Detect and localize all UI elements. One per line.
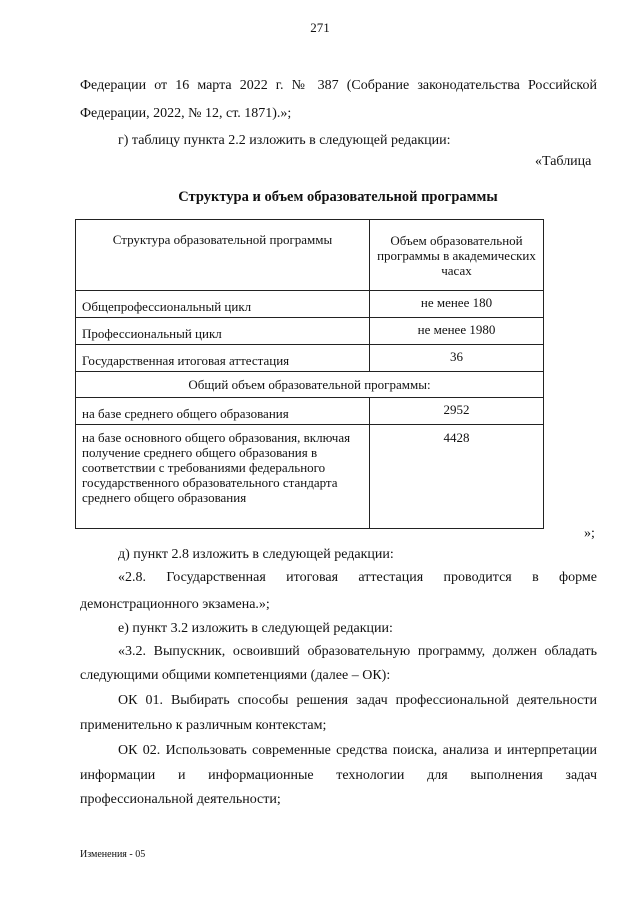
row-label: на базе основного общего образования, включая получение среднего общего образования в соответствии с требованиями федерального государственного образовательного стандарта среднего общего образования	[76, 425, 370, 529]
row-value: 4428	[370, 425, 544, 529]
text-line: профессиональной деятельности;	[80, 792, 281, 807]
text-line: ОК 01. Выбирать способы решения задач профессиональной деятельности	[118, 693, 597, 708]
row-value: не менее 1980	[370, 318, 544, 345]
program-structure-table	[75, 219, 544, 529]
text-line: применительно к различным контекстам;	[80, 718, 327, 733]
text-line: д) пункт 2.8 изложить в следующей редакции:	[118, 547, 394, 562]
header-structure: Структура образовательной программы	[76, 220, 370, 291]
table-closing-quote: »;	[584, 526, 595, 541]
row-value: 2952	[370, 398, 544, 425]
table-row	[76, 425, 544, 529]
table-header-row	[76, 220, 544, 291]
total-label: Общий объем образовательной программы:	[76, 372, 544, 398]
text-line: демонстрационного экзамена.»;	[80, 597, 270, 612]
text-line: е) пункт 3.2 изложить в следующей редакции:	[118, 621, 393, 636]
table-row	[76, 291, 544, 318]
text-line: г) таблицу пункта 2.2 изложить в следующей редакции:	[118, 133, 451, 148]
row-label: Государственная итоговая аттестация	[76, 345, 370, 372]
table-label: «Таблица	[535, 154, 592, 169]
page-number: 271	[310, 20, 330, 35]
row-value: не менее 180	[370, 291, 544, 318]
row-value: 36	[370, 345, 544, 372]
table-row	[76, 318, 544, 345]
table-title: Структура и объем образовательной программы	[178, 189, 498, 205]
row-label: Профессиональный цикл	[76, 318, 370, 345]
header-volume: Объем образовательной программы в академических часах	[370, 220, 544, 291]
table-row	[76, 345, 544, 372]
table-total-row	[76, 372, 544, 398]
table-row	[76, 398, 544, 425]
row-label: Общепрофессиональный цикл	[76, 291, 370, 318]
row-label: на базе среднего общего образования	[76, 398, 370, 425]
text-line: следующими общими компетенциями (далее – ОК):	[80, 668, 391, 683]
text-line: «2.8. Государственная итоговая аттестация проводится в форме	[118, 570, 597, 585]
text-line: Федерации, 2022, № 12, ст. 1871).»;	[80, 106, 292, 121]
footer-revision: Изменения - 05	[80, 849, 146, 860]
text-line: Федерации от 16 марта 2022 г. № 387 (Собрание законодательства Российской	[80, 78, 597, 93]
text-line: информации и информационные технологии для выполнения задач	[80, 768, 597, 783]
text-line: ОК 02. Использовать современные средства поиска, анализа и интерпретации	[118, 743, 597, 758]
text-line: «3.2. Выпускник, освоивший образовательную программу, должен обладать	[118, 644, 597, 659]
